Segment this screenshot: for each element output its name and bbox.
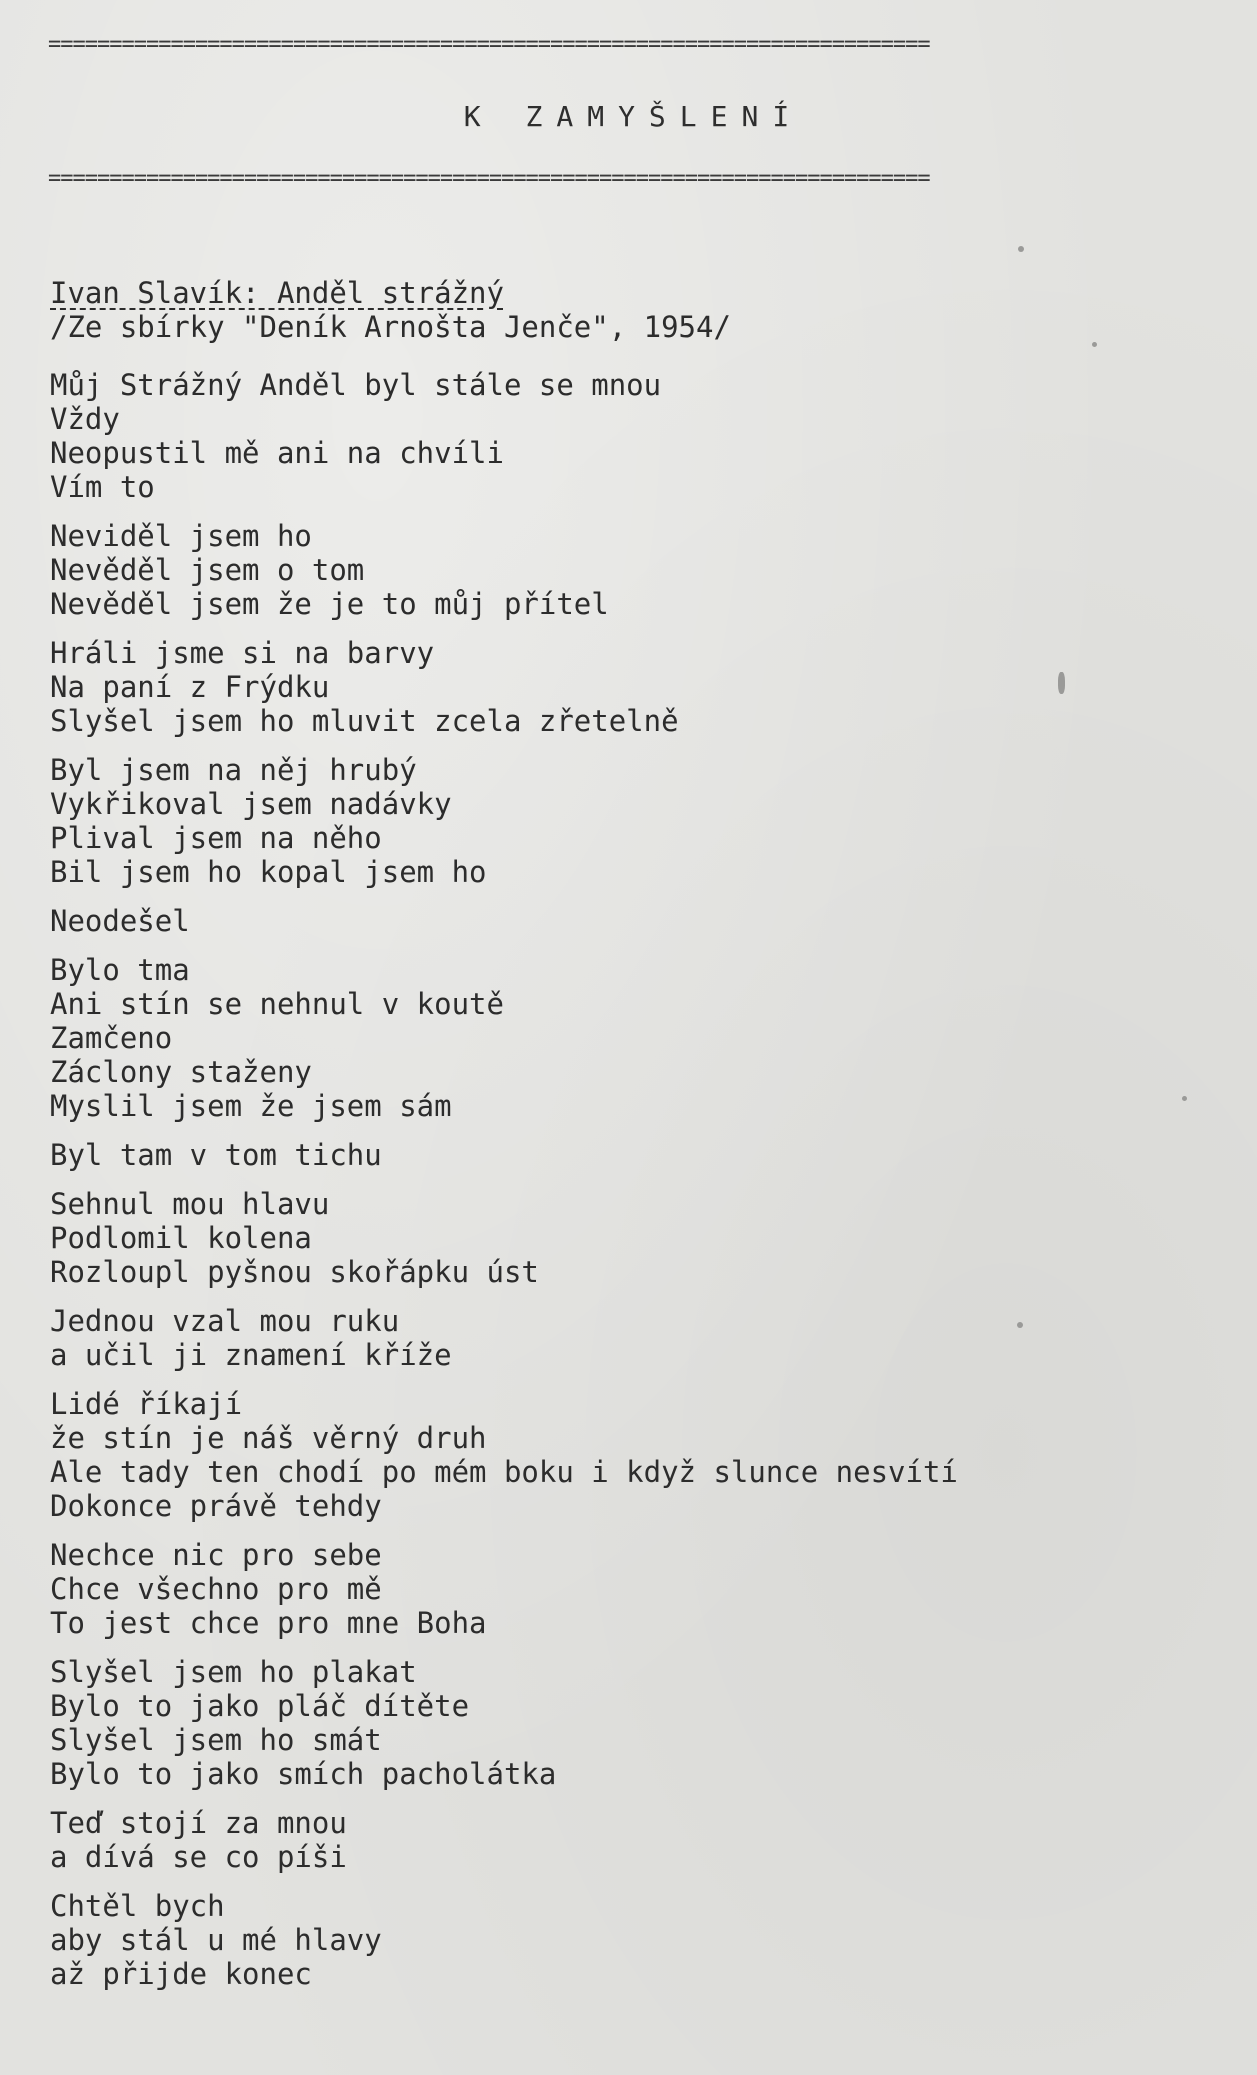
poem-line: Nevěděl jsem že je to můj přítel — [50, 587, 609, 621]
poem-stanza — [50, 1655, 1230, 1791]
poem-line: Slyšel jsem ho smát — [50, 1723, 382, 1757]
poem-line: Byl jsem na něj hrubý — [50, 753, 417, 787]
poem-stanza — [50, 1187, 1230, 1289]
paper-speck — [1058, 672, 1065, 694]
poem-line: a učil ji znamení kříže — [50, 1338, 452, 1372]
poem-line: Byl tam v tom tichu — [50, 1138, 382, 1172]
poem-line: Ale tady ten chodí po mém boku i když slunce nesvítí — [50, 1455, 958, 1489]
paper-speck — [1017, 1322, 1023, 1328]
poem-body — [50, 368, 1230, 2006]
poem-line: Dokonce právě tehdy — [50, 1489, 382, 1523]
poem-stanza — [50, 368, 1230, 504]
bottom-divider: ======================================================================== — [48, 168, 930, 190]
poem-stanza — [50, 519, 1230, 621]
poem-line: Podlomil kolena — [50, 1221, 312, 1255]
poem-stanza — [50, 1889, 1230, 1991]
poem-line: Plival jsem na něho — [50, 821, 382, 855]
poem-line: Hráli jsme si na barvy — [50, 636, 435, 670]
poem-line: Záclony staženy — [50, 1055, 312, 1089]
poem-line: Chtěl bych — [50, 1889, 225, 1923]
poem-line: Jednou vzal mou ruku — [50, 1304, 400, 1338]
poem-line: Nevěděl jsem o tom — [50, 553, 365, 587]
poem-line: Vykřikoval jsem nadávky — [50, 787, 452, 821]
poem-line: Slyšel jsem ho mluvit zcela zřetelně — [50, 704, 679, 738]
poem-line: a dívá se co píši — [50, 1840, 347, 1874]
poem-line: Myslil jsem že jsem sám — [50, 1089, 452, 1123]
poem-stanza — [50, 904, 1230, 938]
poem-line: Ani stín se nehnul v koutě — [50, 987, 504, 1021]
poem-line: Slyšel jsem ho plakat — [50, 1655, 417, 1689]
paper-speck — [1092, 342, 1097, 347]
poem-line: Nechce nic pro sebe — [50, 1538, 382, 1572]
paper-speck — [1018, 246, 1024, 252]
poem-line: Zamčeno — [50, 1021, 173, 1055]
poem-stanza — [50, 1304, 1230, 1372]
poem-line: aby stál u mé hlavy — [50, 1923, 382, 1957]
poem-line: Bylo to jako smích pacholátka — [50, 1757, 557, 1791]
poem-line: Neopustil mě ani na chvíli — [50, 436, 504, 470]
poem-line: Na paní z Frýdku — [50, 670, 330, 704]
poem-stanza — [50, 953, 1230, 1123]
poem-stanza — [50, 1538, 1230, 1640]
poem-line: Chce všechno pro mě — [50, 1572, 382, 1606]
poem-line: Teď stojí za mnou — [50, 1806, 347, 1840]
poem-stanza — [50, 1138, 1230, 1172]
poem-header — [50, 276, 731, 344]
poem-stanza — [50, 1806, 1230, 1874]
poem-line: Vím to — [50, 470, 155, 504]
poem-line: až přijde konec — [50, 1957, 312, 1991]
poem-line: Bylo tma — [50, 953, 190, 987]
poem-line: Neviděl jsem ho — [50, 519, 312, 553]
poem-line: Můj Strážný Anděl byl stále se mnou — [50, 368, 662, 402]
poem-line: Lidé říkají — [50, 1387, 243, 1421]
poem-stanza — [50, 1387, 1230, 1523]
poem-line: že stín je náš věrný druh — [50, 1421, 487, 1455]
poem-line: Bylo to jako pláč dítěte — [50, 1689, 470, 1723]
poem-stanza — [50, 636, 1230, 738]
poem-line: Vždy — [50, 402, 120, 436]
top-divider: ======================================================================== — [48, 34, 930, 56]
poem-line: Rozloupl pyšnou skořápku úst — [50, 1255, 539, 1289]
poem-source: /Ze sbírky "Deník Arnošta Jenče", 1954/ — [50, 310, 731, 344]
poem-stanza — [50, 753, 1230, 889]
poem-author-title: Ivan Slavík: Anděl strážný — [50, 276, 504, 310]
poem-line: Bil jsem ho kopal jsem ho — [50, 855, 487, 889]
poem-line: Sehnul mou hlavu — [50, 1187, 330, 1221]
poem-line: Neodešel — [50, 904, 190, 938]
paper-speck — [1182, 1096, 1187, 1101]
poem-line: To jest chce pro mne Boha — [50, 1606, 487, 1640]
page-heading: K ZAMYŠLENÍ — [463, 100, 804, 133]
